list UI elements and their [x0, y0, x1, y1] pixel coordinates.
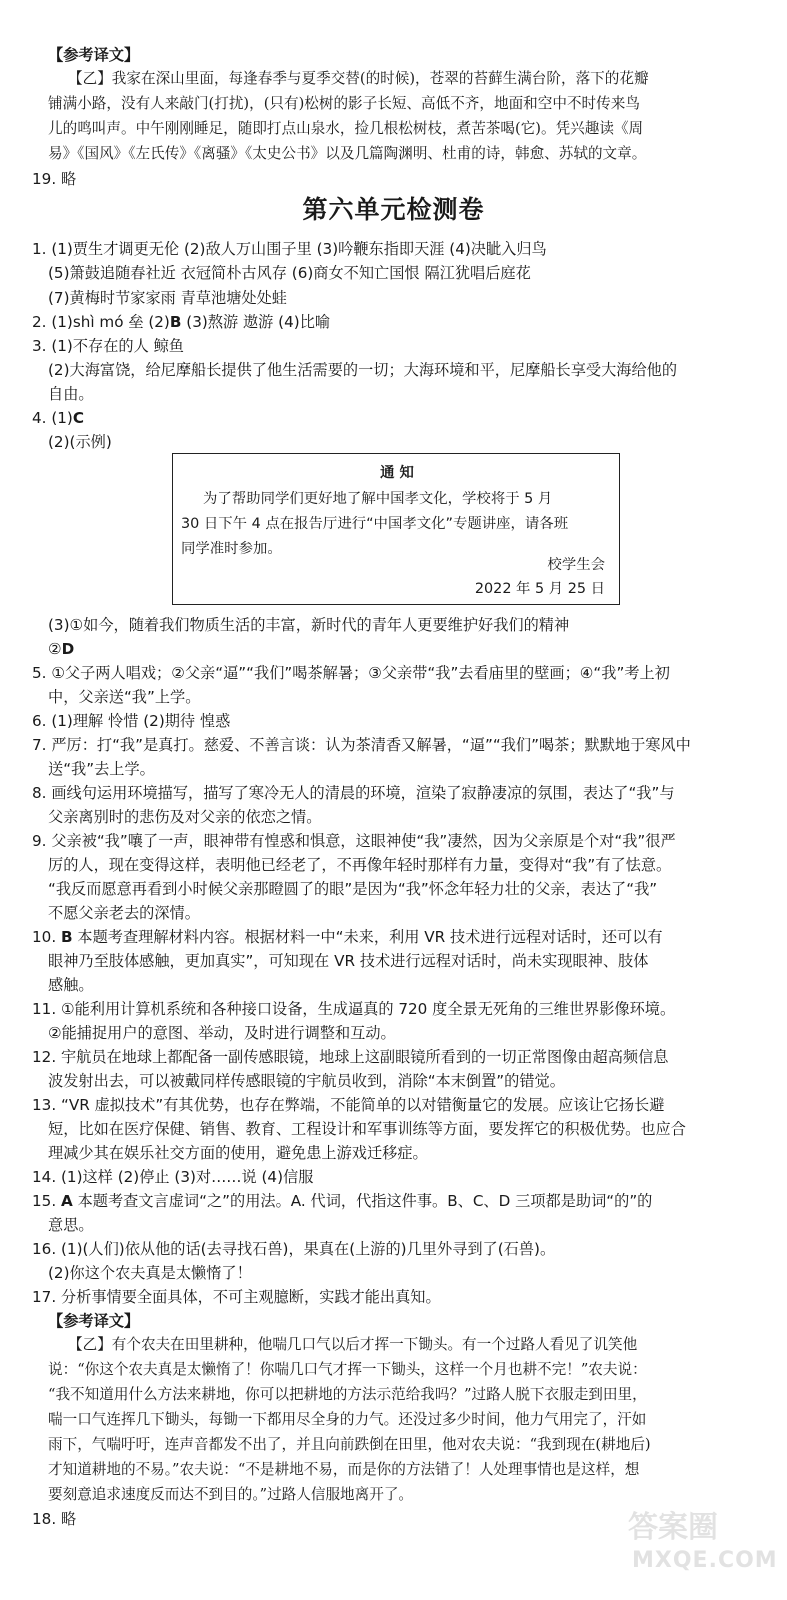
answer-4-part3b: ②D — [48, 640, 75, 658]
answer-4: 4. (1)C — [32, 409, 84, 427]
notice-body-line: 同学准时参加。 — [181, 541, 282, 557]
answer-4-example-label: (2)(示例) — [48, 433, 112, 451]
translation-line: 才知道耕地的不易。”农夫说：“不是耕地不易，而是你的方法错了！人处理事情也是这样，想 — [48, 1461, 640, 1478]
answer-14: 14. (1)这样 (2)停止 (3)对……说 (4)信服 — [32, 1168, 314, 1186]
reference-translation-header: 【参考译文】 — [48, 46, 140, 64]
answer-7-line: 送“我”去上学。 — [48, 760, 155, 778]
answer-13-line: 短，比如在医疗保健、销售、教育、工程设计和军事训练等方面，要发挥它的积极优势。也应合 — [48, 1120, 686, 1138]
answer-4-part3b-choice: D — [61, 640, 75, 658]
answer-12: 12. 宇航员在地球上都配备一副传感眼镜，地球上这副眼镜所看到的一切正常图像由超高频信息 — [32, 1048, 669, 1066]
answer-13: 13. “VR 虚拟技术”有其优势，也存在弊端，不能简单的以对错衡量它的发展。应该让它扬长避 — [32, 1096, 665, 1114]
translation-line: 铺满小路，没有人来敲门(打扰)，(只有)松树的影子长短、高低不齐，地面和空中不时传来鸟 — [48, 95, 640, 112]
answer-18: 18. 略 — [32, 1510, 77, 1528]
notice-box — [172, 453, 620, 605]
answer-19: 19. 略 — [32, 170, 77, 188]
answer-5-line: 中，父亲送“我”上学。 — [48, 688, 201, 706]
answer-3: 3. (1)不存在的人 鲸鱼 — [32, 337, 184, 355]
notice-body-line: 为了帮助同学们更好地了解中国孝文化，学校将于 5 月 — [203, 491, 553, 507]
notice-heading: 通 知 — [380, 465, 414, 481]
answer-1: 1. (1)贾生才调更无伦 (2)敌人万山围子里 (3)吟鞭东指即天涯 (4)决眦入归鸟 — [32, 240, 547, 258]
answer-16-line: (2)你这个农夫真是太懒惰了！ — [48, 1264, 252, 1282]
answer-4-choice: C — [72, 409, 84, 427]
answer-9-line: “我反而愿意再看到小时候父亲那瞪圆了的眼”是因为“我”怀念年轻力壮的父亲，表达了“我” — [48, 880, 658, 898]
answer-1-line: (5)箫鼓追随春社近 衣冠简朴古风存 (6)商女不知亡国恨 隔江犹唱后庭花 — [48, 264, 531, 282]
answer-16: 16. (1)(人们)依从他的话(去寻找石兽)，果真在(上游的)几里外寻到了(石兽)。 — [32, 1240, 556, 1258]
translation-line: 易》《国风》《左氏传》《离骚》《太史公书》以及几篇陶渊明、杜甫的诗，韩愈、苏轼的文章。 — [48, 145, 647, 162]
unit-title: 第六单元检测卷 — [302, 195, 485, 224]
answer-9: 9. 父亲被“我”嚷了一声，眼神带有惶惑和惧意，这眼神使“我”凄然，因为父亲原是个对“我”很严 — [32, 832, 676, 850]
answer-17: 17. 分析事情要全面具体，不可主观臆断，实践才能出真知。 — [32, 1288, 441, 1306]
answer-8: 8. 画线句运用环境描写，描写了寒冷无人的清晨的环境，渲染了寂静凄凉的氛围，表达了“我”与 — [32, 784, 675, 802]
answer-10: 10. B 本题考查理解材料内容。根据材料一中“未来，利用 VR 技术进行远程对话时，还可以有 — [32, 928, 663, 946]
answer-6: 6. (1)理解 怜惜 (2)期待 惶惑 — [32, 712, 231, 730]
answer-4-part3: (3)①如今，随着我们物质生活的丰富，新时代的青年人更要维护好我们的精神 — [48, 616, 570, 634]
answer-15-line: 意思。 — [48, 1216, 94, 1234]
translation-line: 【乙】有个农夫在田里耕种，他喘几口气以后才挥一下锄头。有一个过路人看见了讥笑他 — [68, 1336, 638, 1353]
answer-5: 5. ①父子两人唱戏；②父亲“逼”“我们”喝茶解暑；③父亲带“我”去看庙里的壁画；④“我”考上初 — [32, 664, 670, 682]
answer-11-line: ②能捕捉用户的意图、举动，及时进行调整和互动。 — [48, 1024, 396, 1042]
answer-13-line: 理减少其在娱乐社交方面的使用，避免患上游戏迁移症。 — [48, 1144, 428, 1162]
answer-10-line: 感触。 — [48, 976, 94, 994]
answer-3-line: (2)大海富饶，给尼摩船长提供了他生活需要的一切；大海环境和平，尼摩船长享受大海给他的 — [48, 361, 678, 379]
translation-line: 雨下，气喘吁吁，连声音都发不出了，并且向前跌倒在田里，他对农夫说：“我到现在(耕地后) — [48, 1436, 651, 1453]
watermark-url: MXQE.COM — [632, 1548, 778, 1573]
answer-12-line: 波发射出去，可以被戴同样传感眼镜的宇航员收到，消除“本末倒置”的错觉。 — [48, 1072, 565, 1090]
answer-8-line: 父亲离别时的悲伤及对父亲的依恋之情。 — [48, 808, 322, 826]
answer-3-line: 自由。 — [48, 385, 94, 403]
translation-line: 要刻意追求速度反而达不到目的。”过路人信服地离开了。 — [48, 1486, 414, 1503]
answer-15: 15. A 本题考查文言虚词“之”的用法。A. 代词，代指这件事。B、C、D 三项都是助词“的”的 — [32, 1192, 653, 1210]
answer-9-line: 不愿父亲老去的深情。 — [48, 904, 200, 922]
answer-10-choice: B — [60, 928, 73, 946]
translation-line: 儿的鸣叫声。中午刚刚睡足，随即打点山泉水，捡几根松树枝，煮苦茶喝(它)。凭兴趣读《周 — [48, 120, 644, 137]
translation-line: “我不知道用什么方法来耕地，你可以把耕地的方法示范给我吗？”过路人脱下衣服走到田里， — [48, 1386, 647, 1403]
translation-line: 【乙】我家在深山里面，每逢春季与夏季交替(的时候)，苍翠的苔藓生满台阶，落下的花瓣 — [68, 70, 649, 87]
answer-2-choice: B — [169, 313, 182, 331]
answer-15-choice: A — [60, 1192, 73, 1210]
answer-7: 7. 严厉：打“我”是真打。慈爱、不善言谈：认为茶清香又解暑，“逼”“我们”喝茶；默默地于寒风中 — [32, 736, 691, 754]
answer-11: 11. ①能利用计算机系统和各种接口设备，生成逼真的 720 度全景无死角的三维世界影像环境。 — [32, 1000, 676, 1018]
notice-body-line: 30 日下午 4 点在报告厅进行“中国孝文化”专题讲座，请各班 — [181, 516, 569, 532]
answer-1-line: (7)黄梅时节家家雨 青草池塘处处蛙 — [48, 289, 287, 307]
notice-date: 2022 年 5 月 25 日 — [474, 581, 605, 597]
translation-line: 喘一口气连挥几下锄头，每锄一下都用尽全身的力气。还没过多少时间，他力气用完了，汗如 — [48, 1411, 647, 1428]
notice-signer: 校学生会 — [547, 557, 605, 573]
watermark-logo: 答案圈 — [628, 1510, 718, 1545]
translation-line: 说：“你这个农夫真是太懒惰了！你喘几口气才挥一下锄头，这样一个月也耕不完！”农夫说： — [48, 1361, 647, 1378]
answer-2: 2. (1)shì mó 垒 (2)B (3)熬游 遨游 (4)比喻 — [32, 313, 331, 331]
reference-translation-header: 【参考译文】 — [48, 1312, 140, 1330]
answer-10-line: 眼神乃至肢体感触，更加真实”，可知现在 VR 技术进行远程对话时，尚未实现眼神、肢体 — [48, 952, 649, 970]
answer-9-line: 厉的人，现在变得这样，表明他已经老了，不再像年轻时那样有力量，变得对“我”有了怯意。 — [48, 856, 672, 874]
